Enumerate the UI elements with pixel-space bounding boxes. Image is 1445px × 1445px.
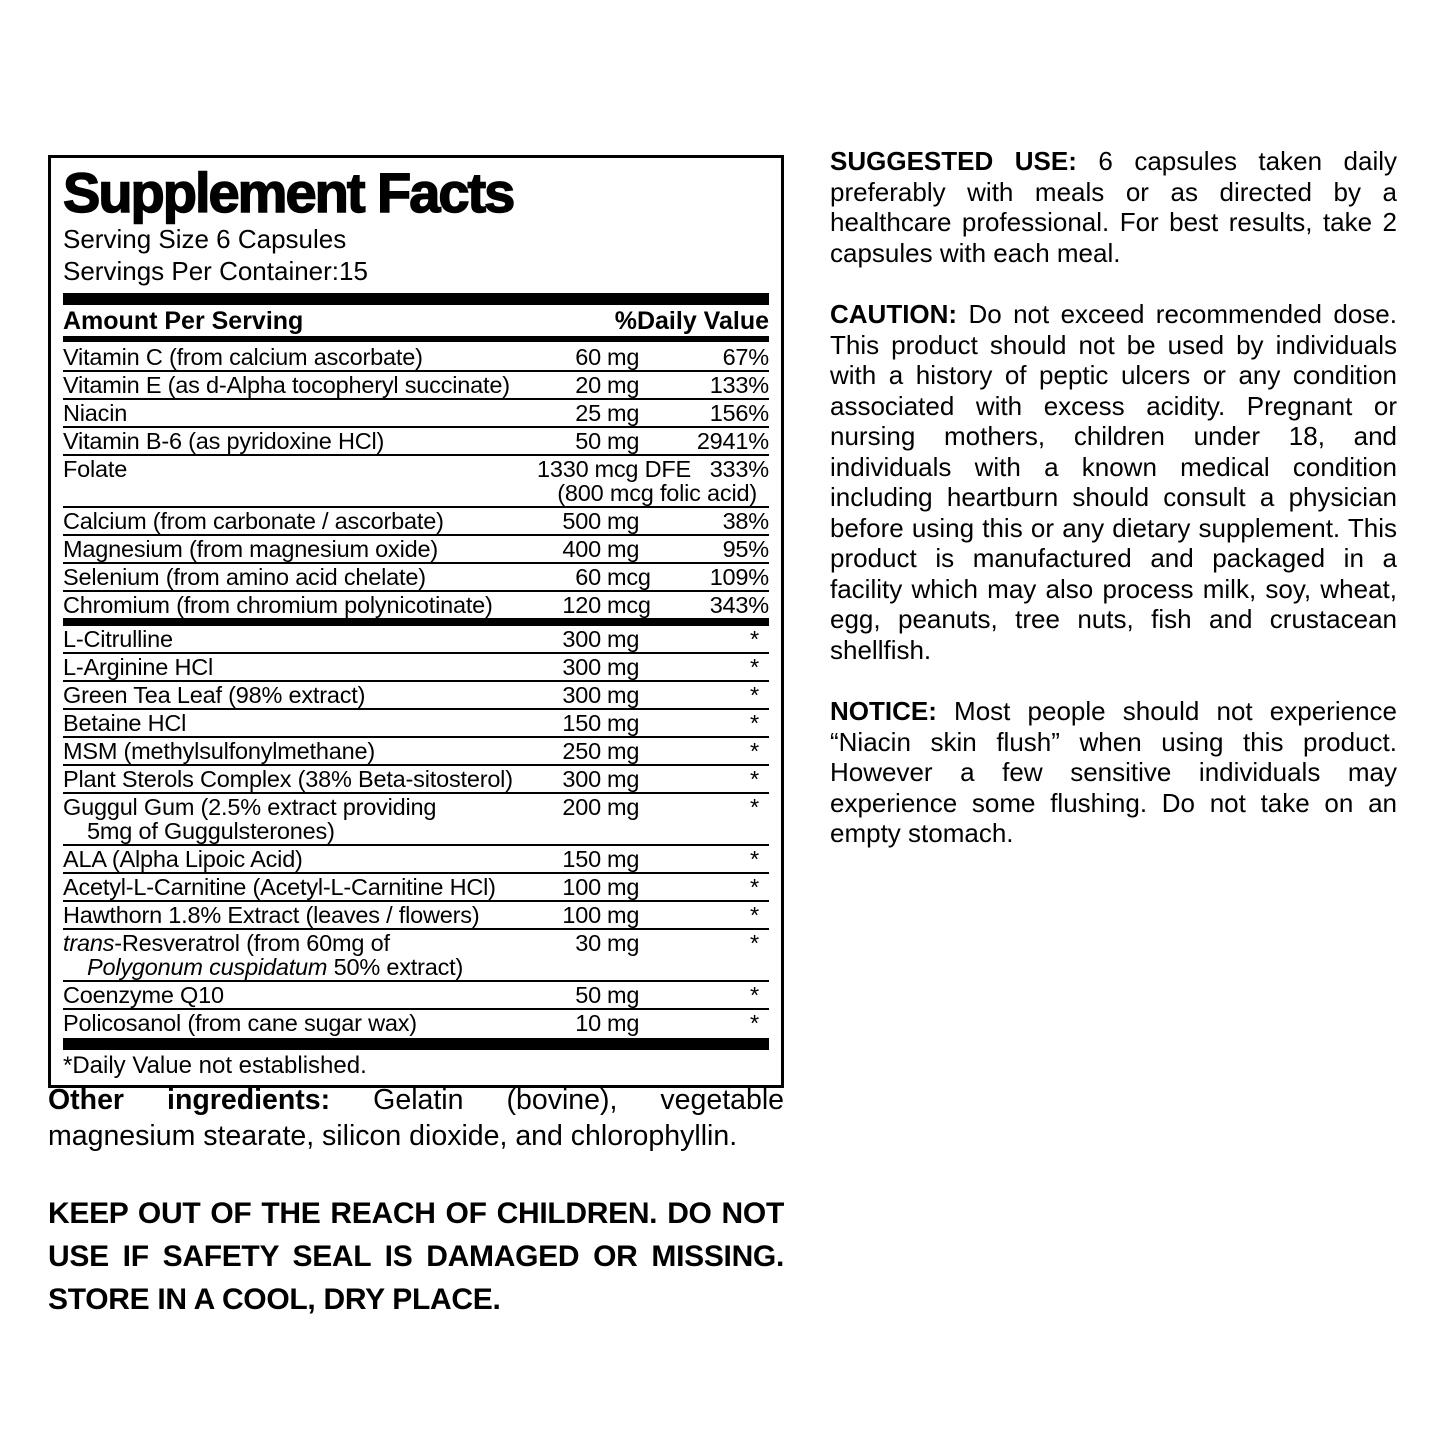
ingredient-name-part: Acetyl-L-Carnitine (Acetyl-L-Carnitine HCl) (63, 874, 496, 900)
ingredient-amount (561, 711, 691, 735)
ingredient-amount-unit: mcg (607, 592, 651, 618)
suggested-use-paragraph (830, 146, 1397, 268)
ingredient-name-part: Guggul Gum (2.5% extract providing (63, 794, 437, 820)
caution-label: CAUTION: (830, 299, 958, 329)
warning-line: KEEP OUT OF THE REACH OF CHILDREN. DO NOT (48, 1197, 784, 1230)
ingredient-row-line (63, 847, 769, 871)
ingredient-amount (561, 401, 691, 425)
ingredient-name (63, 795, 561, 819)
ingredient-amount (537, 457, 691, 481)
ingredient-row-line (63, 373, 769, 397)
ingredient-name (63, 509, 561, 533)
ingredient-name-italic-part: trans (63, 930, 115, 956)
ingredient-name-part: Vitamin C (from calcium ascorbate) (63, 344, 423, 370)
ingredient-amount-unit: mg (607, 508, 640, 534)
ingredient-amount-unit: mg (607, 930, 640, 956)
divider-bar-bottom (63, 1038, 769, 1050)
ingredient-row (63, 736, 769, 764)
ingredient-row (63, 454, 769, 506)
ingredient-daily-value: 95% (722, 536, 769, 562)
ingredient-row (63, 562, 769, 590)
ingredient-amount-unit: mg (607, 536, 640, 562)
ingredient-name (63, 655, 561, 679)
ingredient-row-line (63, 345, 769, 369)
ingredient-amount-unit: mg (607, 710, 640, 736)
ingredient-name (63, 767, 561, 791)
ingredient-name-part: Folate (63, 456, 128, 482)
ingredient-name-part: Plant Sterols Complex (38% Beta-sitosterol) (63, 766, 513, 792)
ingredient-row (63, 534, 769, 562)
ingredient-name (63, 903, 561, 927)
ingredient-amount-value: 60 (575, 344, 601, 370)
notice-text: Most people should not experience “Niacin skin flush” when using this product. However a few sensitive individuals may experience some flushing. Do not take on an empty stomach. (830, 696, 1397, 848)
ingredient-row-line (63, 429, 769, 453)
ingredient-amount (561, 373, 691, 397)
ingredient-name (63, 345, 561, 369)
ingredient-name-part: Vitamin E (as d-Alpha tocopheryl succinate) (63, 372, 510, 398)
ingredient-amount-value: 300 (562, 682, 601, 708)
ingredient-amount (561, 593, 691, 617)
ingredient-name (63, 711, 561, 735)
ingredient-row (63, 900, 769, 928)
ingredient-row (63, 506, 769, 534)
daily-value-footnote: *Daily Value not established. (63, 1052, 367, 1079)
ingredient-amount (561, 655, 691, 679)
ingredient-daily-value: * (750, 738, 759, 764)
ingredient-amount-value: 120 (562, 592, 601, 618)
ingredient-row-line (63, 711, 769, 735)
ingredient-amount-unit: mg (607, 902, 640, 928)
ingredient-name (63, 373, 561, 397)
ingredient-name (63, 683, 561, 707)
ingredient-amount-value: 100 (562, 902, 601, 928)
suggested-use-text: 6 capsules taken daily preferably with meals or as directed by a healthcare professional. For best results, take 2 capsules with each meal. (830, 146, 1398, 268)
ingredient-amount-unit: mg (607, 344, 640, 370)
ingredient-row (63, 626, 769, 652)
ingredient-amount (561, 795, 691, 819)
ingredient-daily-value: * (750, 1010, 759, 1036)
ingredient-amount-unit: mg (607, 626, 640, 652)
ingredient-name-part: -Resveratrol (from 60mg of (114, 930, 390, 956)
ingredient-amount-value: 20 (575, 372, 601, 398)
caution-paragraph (830, 299, 1397, 665)
ingredient-name (63, 983, 561, 1007)
ingredient-name-italic-part: Polygonum cuspidatum (87, 954, 328, 980)
suggested-use-label: SUGGESTED USE: (830, 146, 1077, 176)
ingredient-row (63, 708, 769, 736)
ingredient-name (63, 565, 561, 589)
ingredient-daily-value: * (750, 654, 759, 680)
ingredient-amount-unit: mg (607, 428, 640, 454)
ingredient-amount-value: 300 (562, 654, 601, 680)
daily-value-header: %Daily Value (614, 307, 769, 335)
ingredient-row (63, 398, 769, 426)
ingredient-row-line (63, 875, 769, 899)
ingredient-daily-value: 109% (709, 564, 769, 590)
ingredient-amount-unit: mg (607, 766, 640, 792)
ingredient-subline (63, 481, 769, 505)
ingredient-row (63, 680, 769, 708)
ingredient-amount-unit: mg (607, 874, 640, 900)
warning-block (48, 1192, 784, 1321)
ingredient-name (63, 593, 561, 617)
ingredient-amount-value: 30 (575, 930, 601, 956)
ingredient-row (63, 652, 769, 680)
ingredient-row-line (63, 593, 769, 617)
ingredient-row-line (63, 983, 769, 1007)
ingredient-amount (561, 983, 691, 1007)
ingredient-row (63, 1008, 769, 1036)
ingredient-row-line (63, 401, 769, 425)
ingredient-name (63, 1011, 561, 1035)
ingredient-row (63, 344, 769, 370)
ingredient-amount-value: 60 (575, 564, 601, 590)
ingredient-name-part: Calcium (from carbonate / ascorbate) (63, 508, 444, 534)
ingredient-amount-unit: mg (607, 400, 640, 426)
ingredient-amount (561, 627, 691, 651)
ingredient-amount-value: 300 (562, 766, 601, 792)
ingredient-row-line (63, 537, 769, 561)
ingredient-row-line (63, 767, 769, 791)
ingredient-name-part: 5mg of Guggulsterones) (87, 818, 335, 844)
ingredient-amount-unit: mg (607, 794, 640, 820)
ingredient-daily-value: * (750, 930, 759, 956)
ingredient-name-part: L-Citrulline (63, 626, 173, 652)
ingredient-row (63, 980, 769, 1008)
supplement-facts-panel (48, 155, 784, 1088)
ingredient-row-line (63, 795, 769, 819)
ingredient-amount-unit: mg (607, 1010, 640, 1036)
ingredient-daily-value: 133% (709, 372, 769, 398)
divider-bar-top (63, 293, 769, 305)
servings-per-container: Servings Per Container:15 (63, 256, 368, 286)
ingredient-daily-value: 156% (709, 400, 769, 426)
ingredient-name-part: ALA (Alpha Lipoic Acid) (63, 846, 303, 872)
divider-bar-section (63, 618, 769, 626)
ingredient-row (63, 872, 769, 900)
ingredient-subline (63, 955, 769, 979)
ingredient-amount-unit: mg (607, 372, 640, 398)
ingredient-amount-value: 50 (575, 428, 601, 454)
ingredient-row (63, 590, 769, 618)
ingredient-name-part: Vitamin B-6 (as pyridoxine HCl) (63, 428, 385, 454)
ingredient-table (63, 344, 769, 1036)
table-header-row (63, 306, 769, 336)
ingredient-name-part: Hawthorn 1.8% Extract (leaves / flowers) (63, 902, 480, 928)
ingredient-row (63, 370, 769, 398)
ingredient-amount-unit: mcg DFE (594, 456, 691, 482)
ingredient-name-part: Chromium (from chromium polynicotinate) (63, 592, 493, 618)
ingredient-amount (561, 739, 691, 763)
ingredient-amount-value: 25 (575, 400, 601, 426)
ingredient-amount-value: 250 (562, 738, 601, 764)
ingredient-amount-value: 100 (562, 874, 601, 900)
ingredient-amount-value: 1330 (536, 456, 589, 482)
ingredient-amount-value: 200 (562, 794, 601, 820)
ingredient-amount-value: 150 (562, 710, 601, 736)
ingredient-amount-unit: mg (607, 682, 640, 708)
ingredient-name-part: Selenium (from amino acid chelate) (63, 564, 426, 590)
ingredient-name (63, 401, 561, 425)
ingredient-daily-value: 343% (709, 592, 769, 618)
ingredient-daily-value: 2941% (696, 428, 769, 454)
ingredient-name (63, 739, 561, 763)
ingredient-row-line (63, 627, 769, 651)
ingredient-daily-value: * (750, 846, 759, 872)
ingredient-daily-value: * (750, 710, 759, 736)
other-ingredients-text: Gelatin (bovine), vegetable magnesium stearate, silicon dioxide, and chlorophyllin. (48, 1084, 785, 1152)
ingredient-name (63, 875, 561, 899)
ingredient-row (63, 844, 769, 872)
ingredient-name-part: (800 mcg folic acid) (557, 480, 757, 506)
ingredient-amount (561, 931, 691, 955)
ingredient-daily-value: 38% (722, 508, 769, 534)
ingredient-amount (561, 767, 691, 791)
ingredient-name-part: Niacin (63, 400, 128, 426)
ingredient-amount (561, 683, 691, 707)
other-ingredients-label: Other ingredients: (48, 1084, 331, 1116)
ingredient-name-part: Coenzyme Q10 (63, 982, 224, 1008)
ingredient-daily-value: * (750, 682, 759, 708)
ingredient-name-part: Betaine HCl (63, 710, 187, 736)
ingredient-amount-unit: mcg (607, 564, 651, 590)
ingredient-amount-unit: mg (607, 982, 640, 1008)
ingredient-amount (561, 345, 691, 369)
ingredient-row (63, 764, 769, 792)
ingredient-name (63, 457, 537, 481)
ingredient-name (63, 627, 561, 651)
ingredient-amount-value: 500 (562, 508, 601, 534)
panel-title: Supplement Facts (63, 161, 514, 224)
ingredient-amount (561, 565, 691, 589)
ingredient-row-line (63, 903, 769, 927)
amount-per-serving-header: Amount Per Serving (63, 307, 304, 335)
ingredient-amount-value: 50 (575, 982, 601, 1008)
ingredient-amount-unit: mg (607, 738, 640, 764)
ingredient-daily-value: * (750, 794, 759, 820)
ingredient-row-line (63, 739, 769, 763)
divider-bar-header (63, 336, 769, 342)
ingredient-name-part: L-Arginine HCl (63, 654, 214, 680)
ingredient-row (63, 928, 769, 980)
notice-paragraph (830, 696, 1397, 849)
ingredient-amount-unit: mg (607, 846, 640, 872)
table-section (63, 626, 769, 1036)
ingredient-name-part: Policosanol (from cane sugar wax) (63, 1010, 417, 1036)
warning-line: STORE IN A COOL, DRY PLACE. (48, 1283, 501, 1316)
ingredient-name (63, 847, 561, 871)
ingredient-row-line (63, 931, 769, 955)
ingredient-amount-unit: mg (607, 654, 640, 680)
ingredient-amount-value: 10 (575, 1010, 601, 1036)
ingredient-amount (561, 1011, 691, 1035)
ingredient-daily-value: * (750, 982, 759, 1008)
ingredient-daily-value: * (750, 902, 759, 928)
ingredient-row-line (63, 683, 769, 707)
ingredient-name (63, 429, 561, 453)
ingredient-amount-value: 300 (562, 626, 601, 652)
ingredient-row-line (63, 1011, 769, 1035)
ingredient-amount-value: 400 (562, 536, 601, 562)
ingredient-daily-value: 333% (709, 456, 769, 482)
ingredient-name-part: 50% extract) (327, 954, 464, 980)
ingredient-row (63, 792, 769, 844)
ingredient-daily-value: * (750, 874, 759, 900)
serving-size: Serving Size 6 Capsules (63, 224, 347, 254)
ingredient-name (63, 931, 561, 955)
ingredient-row (63, 426, 769, 454)
notice-label: NOTICE: (830, 696, 937, 726)
other-ingredients (48, 1082, 784, 1154)
ingredient-amount (561, 847, 691, 871)
ingredient-amount (561, 509, 691, 533)
ingredient-name-part: Green Tea Leaf (98% extract) (63, 682, 366, 708)
ingredient-daily-value: * (750, 766, 759, 792)
ingredient-daily-value: 67% (722, 344, 769, 370)
warning-line: USE IF SAFETY SEAL IS DAMAGED OR MISSING. (48, 1240, 784, 1273)
ingredient-name-part: MSM (methylsulfonylmethane) (63, 738, 375, 764)
ingredient-amount (561, 903, 691, 927)
ingredient-amount (561, 429, 691, 453)
ingredient-daily-value: * (750, 626, 759, 652)
caution-text: Do not exceed recommended dose. This product should not be used by individuals with a history of peptic ulcers or any condition associated with excess acidity. Pregnant or nursing mothers, children under 18, and individuals with a known medical condition including heartburn should consult a physician before using this or any dietary supplement. This product is manufactured and packaged in a facility which may also process milk, soy, wheat, egg, peanuts, tree nuts, fish and crustacean shellfish. (830, 299, 1397, 665)
ingredient-row-line (63, 509, 769, 533)
ingredient-row-line (63, 565, 769, 589)
ingredient-amount-value: 150 (562, 846, 601, 872)
right-column (830, 146, 1397, 880)
ingredient-subline (63, 819, 769, 843)
ingredient-name (63, 537, 561, 561)
table-section (63, 344, 769, 618)
ingredient-amount (561, 537, 691, 561)
ingredient-name-part: Magnesium (from magnesium oxide) (63, 536, 438, 562)
ingredient-row-line (63, 655, 769, 679)
ingredient-amount (561, 875, 691, 899)
ingredient-row-line (63, 457, 769, 481)
